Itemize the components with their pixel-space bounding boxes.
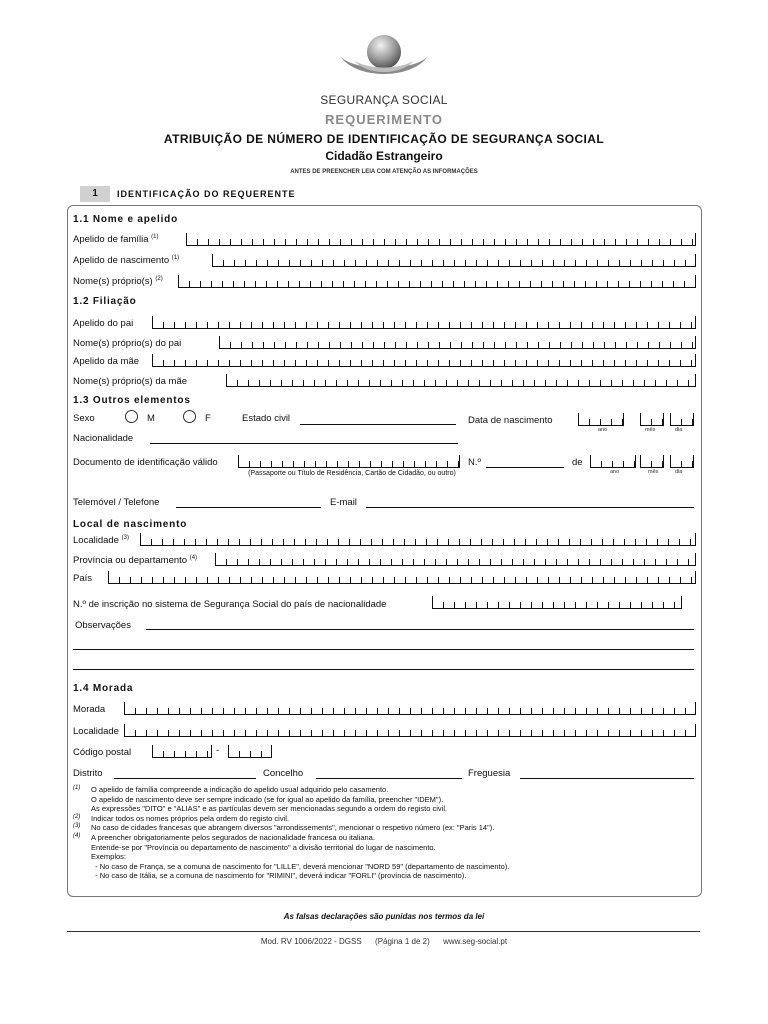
input-apelido-mae[interactable] xyxy=(152,354,696,367)
label-apelido-pai: Apelido do pai xyxy=(73,318,134,329)
label-nomes-proprios: Nome(s) próprio(s) $^{(2)}$ xyxy=(73,276,163,287)
input-morada[interactable] xyxy=(124,702,696,715)
label-apelido-nascimento: Apelido de nascimento $^{(1)}$ xyxy=(73,255,180,266)
label-nomes-pai: Nome(s) próprio(s) do pai xyxy=(73,338,182,349)
label-de: de xyxy=(572,457,583,468)
input-nascimento-dia[interactable] xyxy=(670,413,694,426)
label-freguesia: Freguesia xyxy=(468,768,511,779)
label-data-nascimento: Data de nascimento xyxy=(468,415,553,426)
radio-sexo-m[interactable] xyxy=(125,410,138,423)
label-concelho: Concelho xyxy=(263,768,304,779)
label-sexo-m: M xyxy=(147,413,155,424)
input-localidade[interactable] xyxy=(124,724,696,737)
label-morada: Morada xyxy=(73,704,106,715)
label-apelido-familia: Apelido de família $^{(1)}$ xyxy=(73,234,159,245)
input-concelho[interactable] xyxy=(316,777,462,779)
label-codigo-postal: Código postal xyxy=(73,747,132,758)
section-title: IDENTIFICAÇÃO DO REQUERENTE xyxy=(117,189,296,199)
documento-hint: (Passaporte ou Título de Residência, Cartão de Cidadão, ou outro) xyxy=(248,470,456,477)
label-ano-2: ano xyxy=(610,469,620,475)
footnote-text: - No caso de Itália, se a comuna de nascimento for "RIMINI", deverá indicar "FORLI" (província de nascimento). xyxy=(91,871,467,881)
seguranca-social-logo xyxy=(338,30,430,90)
footnote-2: (2) Indicar todos os nomes próprios pela ordem do registo civil. xyxy=(73,813,290,823)
footnotes xyxy=(73,785,693,881)
codigo-postal-dash: - xyxy=(216,745,220,756)
input-estado-civil[interactable] xyxy=(300,423,456,425)
page-title: ATRIBUIÇÃO DE NÚMERO DE IDENTIFICAÇÃO DE SEGURANÇA SOCIAL xyxy=(163,132,605,146)
input-nascimento-ano[interactable] xyxy=(578,413,624,426)
input-nomes-mae[interactable] xyxy=(226,374,696,387)
input-inscricao[interactable] xyxy=(432,596,682,609)
page-number: (Página 1 de 2) xyxy=(375,937,430,946)
label-nomes-mae: Nome(s) próprio(s) da mãe xyxy=(73,376,188,387)
footnote-text: Exemplos: xyxy=(91,852,127,862)
label-nacionalidade: Nacionalidade xyxy=(73,433,134,444)
label-sexo: Sexo xyxy=(73,413,95,424)
label-dia: dia xyxy=(675,427,683,433)
input-nascimento-mes[interactable] xyxy=(640,413,664,426)
footnote-text: Indicar todos os nomes próprios pela ordem do registo civil. xyxy=(91,813,290,823)
input-documento[interactable] xyxy=(238,455,460,468)
footnote-text: O apelido de família compreende a indicação do apelido usual adquirido pelo casamento. xyxy=(91,785,389,794)
footnote-4: (4) A preencher obrigatoriamente pelos segurados de nacionalidade francesa ou italiana. Entende-se por "Província ou departamento de nascimento" a divisão territorial do lugar de nascimento. Exemplos: - No caso de França, se a comuna de nascimento for "LILLE", deverá mencionar "NORD 59" (departamento de nascimento). - No caso de Itália, se a comuna de nascimento for "RIMINI", deverá indicar "FORLI" (província de nascimento). xyxy=(73,832,510,881)
input-codigo-postal-2[interactable] xyxy=(228,745,272,758)
input-documento-mes[interactable] xyxy=(640,455,664,468)
label-localidade-nasc: Localidade $^{(3)}$ xyxy=(73,535,129,546)
input-pais[interactable] xyxy=(108,571,696,584)
heading-local-nascimento: Local de nascimento xyxy=(73,519,188,530)
form-type: REQUERIMENTO xyxy=(325,112,443,127)
heading-1-3: 1.3 Outros elementos xyxy=(73,395,191,406)
footnote-text: No caso de cidades francesas que abrangem diversos "arrondissements", mencionar o respetivo número (ex: "Paris 14"). xyxy=(91,823,495,833)
brand-name: SEGURANÇA SOCIAL xyxy=(320,93,448,107)
label-ano: ano xyxy=(598,427,608,433)
footer xyxy=(0,937,768,946)
footnote-text: A preencher obrigatoriamente pelos segurados de nacionalidade francesa ou italiana. xyxy=(91,832,375,842)
notice: ANTES DE PREENCHER LEIA COM ATENÇÃO AS INFORMAÇÕES xyxy=(290,169,478,175)
input-provincia[interactable] xyxy=(215,553,696,566)
footnote-text: As expressões "DITO" e "ALIAS" e as partículas devem ser mencionadas segundo a ordem do registo civil. xyxy=(91,804,448,814)
label-localidade: Localidade xyxy=(73,726,119,737)
label-numero: N.º xyxy=(468,457,481,468)
input-apelido-familia[interactable] xyxy=(186,233,696,246)
input-nacionalidade[interactable] xyxy=(150,442,458,444)
label-inscricao: N.º de inscrição no sistema de Segurança Social do país de nacionalidade xyxy=(73,599,387,610)
legal-warning: As falsas declarações são punidas nos termos da lei xyxy=(283,912,485,921)
footer-divider xyxy=(67,931,700,932)
input-documento-ano[interactable] xyxy=(590,455,636,468)
input-email[interactable] xyxy=(366,506,694,508)
input-apelido-pai[interactable] xyxy=(152,316,696,329)
label-provincia: Província ou departamento $^{(4)}$ xyxy=(73,555,198,566)
input-nomes-proprios[interactable] xyxy=(178,275,696,288)
label-sexo-f: F xyxy=(205,413,211,424)
input-documento-dia[interactable] xyxy=(670,455,694,468)
observacoes-line-2[interactable] xyxy=(73,648,694,650)
label-estado-civil: Estado civil xyxy=(242,413,291,424)
footnote-text: - No caso de França, se a comuna de nascimento for "LILLE", deverá mencionar "NORD 59" (departamento de nascimento). xyxy=(91,861,510,871)
label-pais: País xyxy=(73,573,93,584)
model-code: Mod. RV 1006/2022 - DGSS xyxy=(260,937,362,946)
footnote-text: Entende-se por "Província ou departamento de nascimento" a divisão territorial do lugar de nascimento. xyxy=(91,842,436,852)
page-subtitle: Cidadão Estrangeiro xyxy=(325,149,443,163)
website-link[interactable]: www.seg-social.pt xyxy=(443,937,508,946)
input-localidade-nasc[interactable] xyxy=(140,533,696,546)
label-apelido-mae: Apelido da mãe xyxy=(73,356,140,367)
section-number: 1 xyxy=(80,186,110,202)
observacoes-line-3[interactable] xyxy=(73,668,694,670)
footnote-1: (1) O apelido de família compreende a indicação do apelido usual adquirido pelo casamento. O apelido de nascimento deve ser sempre indicado (se for igual ao apelido da família, preencher "IDEM"). As expressões "DITO" e "ALIAS" e as partículas devem ser mencionadas segundo a ordem do registo civil. xyxy=(73,785,448,814)
label-dia-2: dia xyxy=(675,469,683,475)
label-email: E-mail xyxy=(330,497,357,508)
input-apelido-nascimento[interactable] xyxy=(212,254,696,267)
input-telemovel[interactable] xyxy=(176,506,321,508)
heading-1-2: 1.2 Filiação xyxy=(73,296,137,307)
observacoes-line-1[interactable] xyxy=(146,628,694,630)
footnote-text: O apelido de nascimento deve ser sempre indicado (se for igual ao apelido da família, preencher "IDEM"). xyxy=(91,794,444,804)
heading-1-4: 1.4 Morada xyxy=(73,683,134,694)
label-distrito: Distrito xyxy=(73,768,103,779)
input-distrito[interactable] xyxy=(114,777,256,779)
input-numero[interactable] xyxy=(486,466,564,468)
heading-1-1: 1.1 Nome e apelido xyxy=(73,214,178,225)
radio-sexo-f[interactable] xyxy=(183,410,196,423)
footnote-3: (3) No caso de cidades francesas que abrangem diversos "arrondissements", mencionar o respetivo número (ex: "Paris 14"). xyxy=(73,823,495,833)
label-observacoes: Observações xyxy=(75,620,131,631)
label-mes-2: mês xyxy=(648,469,659,475)
input-codigo-postal-1[interactable] xyxy=(152,745,212,758)
label-documento: Documento de identificação válido xyxy=(73,457,218,468)
input-nomes-pai[interactable] xyxy=(219,336,696,349)
label-telemovel: Telemóvel / Telefone xyxy=(73,497,160,508)
label-mes: mês xyxy=(645,427,656,433)
input-freguesia[interactable] xyxy=(520,777,694,779)
